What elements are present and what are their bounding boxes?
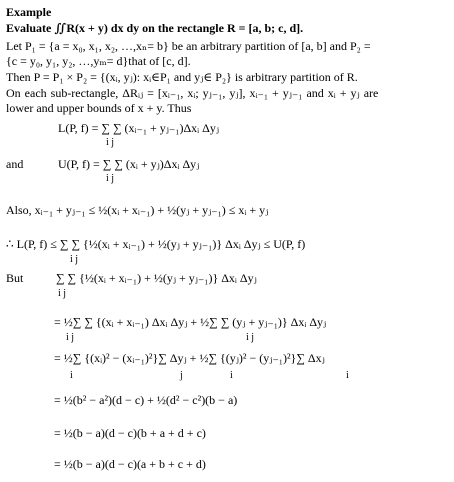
example-heading: Example xyxy=(6,5,52,19)
but-label: But xyxy=(6,271,24,285)
step1-indices-left: i j xyxy=(66,332,75,343)
step2-index-i3: i xyxy=(346,370,349,381)
step2-index-i1: i xyxy=(70,370,73,381)
simplification-step-3: = ½(b² − a²)(d − c) + ½(d² − c²)(b − a) xyxy=(54,393,238,407)
upper-sum-equation: U(P, f) = ∑ ∑ (xᵢ + yⱼ)Δxᵢ Δyⱼ xyxy=(58,157,200,171)
simplification-step-2: = ½∑ {(xᵢ)² − (xᵢ₋₁)²}∑ Δyⱼ + ½∑ {(yⱼ)² − (yⱼ₋₁)²}∑ Δxⱼ xyxy=(54,351,325,365)
partition-p1-line: Let P₁ = {a = x₀, x₁, x₂, …,xₙ= b} be an arbitrary partition of [a, b] and P₂ = xyxy=(6,39,371,53)
simplification-step-1: = ½∑ ∑ {(xᵢ + xᵢ₋₁) Δxᵢ Δyⱼ + ½∑ ∑ (yⱼ + yⱼ₋₁)} Δxᵢ Δyⱼ xyxy=(54,315,327,329)
step1-indices-right: i j xyxy=(246,332,255,343)
partition-p2-line: {c = y₀, y₁, y₂, …,yₘ= d}that of [c, d]. xyxy=(6,54,191,68)
problem-statement: Evaluate ∬R(x + y) dx dy on the rectangle R = [a, b; c, d]. xyxy=(6,21,304,35)
lower-sum-equation: L(P, f) = ∑ ∑ (xᵢ₋₁ + yⱼ₋₁)Δxᵢ Δyⱼ xyxy=(58,121,220,135)
upper-sum-indices: i j xyxy=(106,173,115,184)
and-label: and xyxy=(6,157,24,171)
therefore-indices: i j xyxy=(70,254,79,265)
step2-index-i2: i xyxy=(230,370,233,381)
also-inequality: Also, xᵢ₋₁ + yⱼ₋₁ ≤ ½(xᵢ + xᵢ₋₁) + ½(yⱼ + yⱼ₋₁) ≤ xᵢ + yⱼ xyxy=(6,203,269,217)
but-expression: ∑ ∑ {½(xᵢ + xᵢ₋₁) + ½(yⱼ + yⱼ₋₁)} Δxᵢ Δyⱼ xyxy=(56,271,257,285)
final-result: = ½(b − a)(d − c)(a + b + c + d) xyxy=(54,457,206,471)
simplification-step-4: = ½(b − a)(d − c)(b + a + d + c) xyxy=(54,426,206,440)
therefore-inequality: ∴ L(P, f) ≤ ∑ ∑ {½(xᵢ + xᵢ₋₁) + ½(yⱼ + yⱼ₋₁)} Δxᵢ Δyⱼ ≤ U(P, f) xyxy=(6,237,306,251)
bounds-line: lower and upper bounds of x + y. Thus xyxy=(6,101,192,115)
step2-index-j1: j xyxy=(180,370,183,381)
sub-rectangle-line: On each sub-rectangle, ΔRᵢⱼ = [xᵢ₋₁, xᵢ; yⱼ₋₁, yⱼ], xᵢ₋₁ + yⱼ₋₁ and xᵢ + yⱼ are xyxy=(6,86,379,100)
but-indices: i j xyxy=(58,288,67,299)
lower-sum-indices: i j xyxy=(106,137,115,148)
product-partition-line: Then P = P₁ × P₂ = {(xᵢ, yⱼ): xᵢ∈P₁ and yⱼ∈ P₂} is arbitrary partition of R. xyxy=(6,70,358,84)
